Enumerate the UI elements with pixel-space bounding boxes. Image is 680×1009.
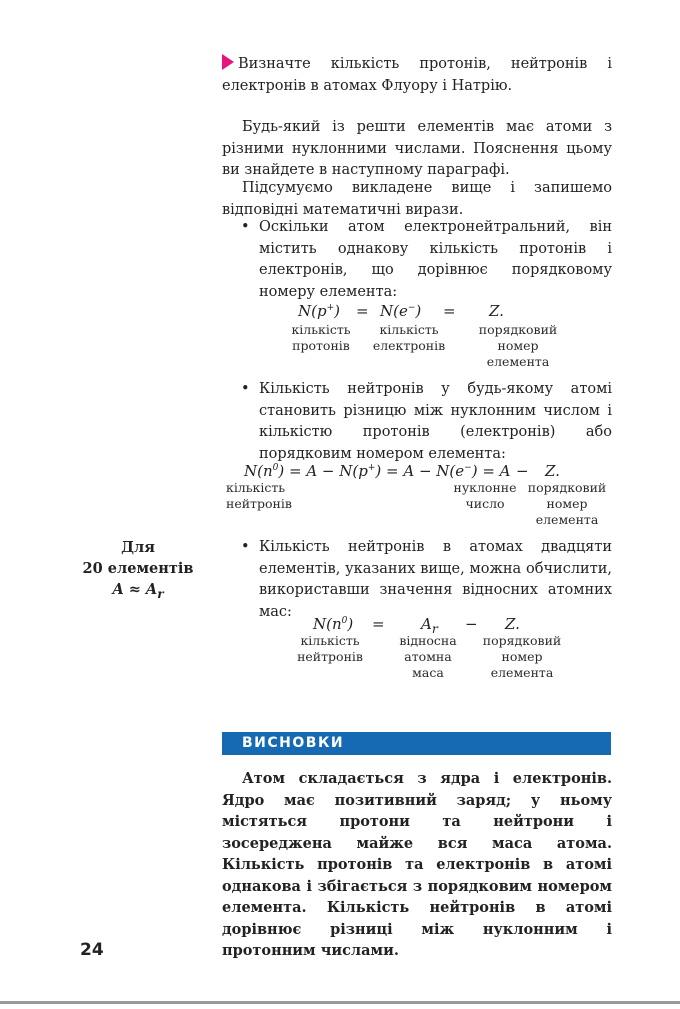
formula-equals: = [372,615,385,633]
formula-z: Z. [545,462,560,480]
formula-electrons-term: N(e−) [380,302,422,320]
bullet-text: Кількість нейтронів в атомах двадцяти елементів, указаних вище, можна обчислити, використавши значення відносних атомних мас: [259,539,612,620]
side-note-line: Для [121,539,155,556]
formula-z: Z. [505,615,520,633]
paragraph-summary: Підсумуємо викладене вище і запишемо відповідні математичні вирази. [222,180,612,218]
conclusions-banner: ВИСНОВКИ [222,732,611,755]
label-protons: кількість протонів [291,322,351,353]
side-note-line: 20 елементів [82,560,194,577]
bullet-text: Оскільки атом електронейтральний, він містить однакову кількість протонів і електронів, що дорівнює порядковому номеру елемента: [259,219,612,300]
formula-protons-term: N(p+) [298,302,340,320]
formula-minus: − [516,462,529,480]
conclusions-text: Атом складається з ядра і електронів. Ядро має позитивний заряд; у ньому містяться протони та нейтрони і зосереджена майже вся маса атома. Кількість протонів та електронів в атомі однакова і збігається з порядковим номером елемента. Кількість нейтронів в атомі дорівнює різниці між нуклонним і протонним числами. [222,770,612,959]
label-ordinal-number: порядковий номер елемента [527,480,607,527]
paragraph-other-elements: Будь-який із решти елементів має атоми з різними нуклонними числами. Пояснення цьому ви знайдете в наступному параграфі. [222,119,612,178]
task-text: Визначте кількість протонів, нейтронів і електронів в атомах Флуору і Натрію. [222,56,612,94]
bullet-dot-icon: • [241,381,250,397]
page-bottom-divider [0,1001,680,1004]
formula-equals: = [356,302,369,320]
label-neutrons: кількість нейтронів [226,480,292,511]
side-note [78,537,198,605]
page-number: 24 [80,940,104,960]
label-neutrons: кількість нейтронів [297,633,363,664]
label-ordinal-number: порядковий номер елемента [482,633,562,680]
formula-z: Z. [489,302,504,320]
bullet-text: Кількість нейтронів у будь-якому атомі становить різницю між нуклонним числом і кількістю протонів (електронів) або порядковим номером елемента: [259,381,612,462]
bullet-electroneutral [238,217,612,303]
formula-ar: $A_r$ [421,615,438,636]
formula-neutrons-term: $N(n^0)$ [313,615,354,633]
bullet-dot-icon: • [241,539,250,555]
side-note-formula: $A \approx A_r$ [112,581,164,601]
pointer-arrow-icon [222,54,234,70]
bullet-neutron-difference [238,379,612,465]
label-ordinal-number: порядковий номер елемента [478,322,558,369]
formula-neutron-expression: $N(n^0) = A - N(p^+) = A - N(e^-) = A$ [244,462,511,480]
task-question [222,54,612,97]
formula-minus: − [465,615,478,633]
bullet-dot-icon: • [241,219,250,235]
bullet-relative-mass [238,537,612,623]
label-relative-atomic-mass: відносна атомна маса [399,633,457,680]
label-nucleon-number: нуклонне число [453,480,517,511]
label-electrons: кількість електронів [372,322,446,353]
formula-equals: = [443,302,456,320]
